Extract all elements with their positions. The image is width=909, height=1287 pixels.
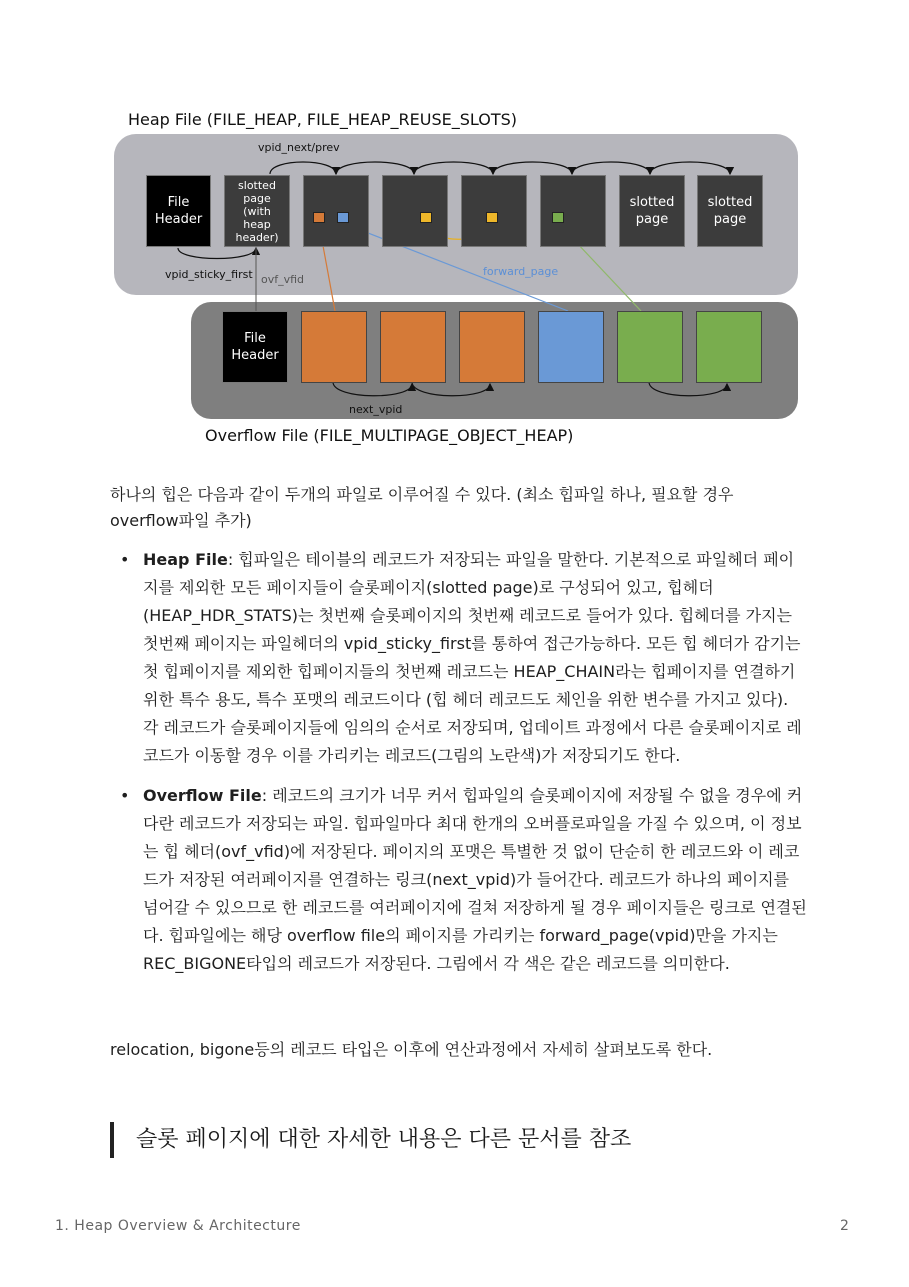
outro-paragraph: relocation, bigone등의 레코드 타입은 이후에 연산과정에서 자세히 살펴보도록 한다. — [110, 1040, 713, 1059]
heap-page-2 — [303, 175, 369, 247]
heap-page-5 — [540, 175, 606, 247]
overflow-file-header: File Header — [222, 311, 288, 383]
label-forward-page: forward_page — [483, 265, 559, 278]
file-type-list — [118, 546, 808, 978]
footer-page-number: 2 — [840, 1218, 849, 1234]
heap-file-title: Heap File (FILE_HEAP, FILE_HEAP_REUSE_SLOTS) — [128, 110, 518, 129]
overflow-page-green-2 — [696, 311, 762, 383]
record-yellow-relocation — [420, 212, 432, 223]
label-next-vpid: next_vpid — [349, 403, 403, 416]
footer-chapter: 1. Heap Overview & Architecture — [55, 1218, 301, 1234]
label-ovf-vfid: ovf_vfid — [261, 273, 305, 286]
record-green-forward — [552, 212, 564, 223]
overflow-page-orange-3 — [459, 311, 525, 383]
list-item-overflow-file — [118, 782, 808, 978]
diagram-canvas — [0, 0, 909, 460]
record-blue-forward — [337, 212, 349, 223]
list-item-heap-file — [118, 546, 808, 770]
heap-page-4 — [461, 175, 527, 247]
section-heading: 슬롯 페이지에 대한 자세한 내용은 다른 문서를 참조 — [110, 1122, 631, 1158]
intro-paragraph: 하나의 힙은 다음과 같이 두개의 파일로 이루어질 수 있다. (최소 힙파일 하나, 필요할 경우 overflow파일 추가) — [110, 485, 734, 530]
first-slotted-page: slotted page (with heap header) — [224, 175, 290, 247]
overflow-file-title: Overflow File (FILE_MULTIPAGE_OBJECT_HEAP) — [205, 426, 574, 445]
heap-page-7: slotted page — [697, 175, 763, 247]
record-orange-forward — [313, 212, 325, 223]
label-vpid-next-prev: vpid_next/prev — [258, 141, 340, 154]
overflow-page-orange-2 — [380, 311, 446, 383]
overflow-page-orange-1 — [301, 311, 367, 383]
overflow-page-green-1 — [617, 311, 683, 383]
heap-page-6: slotted page — [619, 175, 685, 247]
desc-heap-file: : 힙파일은 테이블의 레코드가 저장되는 파일을 말한다. 기본적으로 파일헤더 페이지를 제외한 모든 페이지들이 슬롯페이지(slotted page)로 구성되어 있고, 힙헤더(HEAP_HDR_STATS)는 첫번째 슬롯페이지의 첫번째 레코드로 들어가 있다. 힙헤더를 가지는 첫번째 페이지는 파일헤더의 vpid_sticky_first를 통하여 접근가능하다. 모든 힙 헤더가 감기는 첫 힙페이지를 제외한 힙페이지들의 첫번째 레코드는 HEAP_CHAIN라는 힙페이지를 연결하기 위한 특수 용도, 특수 포맷의 레코드이다 (힙 헤더 레코드도 체인을 위한 변수를 가지고 있다). 각 레코드가 슬롯페이지들에 임의의 순서로 저장되며, 업데이트 과정에서 다른 슬롯페이지로 레코드가 이동할 경우 이를 가리키는 레코드(그림의 노란색)가 저장되기도 한다. — [143, 550, 802, 765]
desc-overflow-file: : 레코드의 크기가 너무 커서 힙파일의 슬롯페이지에 저장될 수 없을 경우에 커다란 레코드가 저장되는 파일. 힙파일마다 최대 한개의 오버플로파일을 가질 수 있으며, 이 정보는 힙 헤더(ovf_vfid)에 저장된다. 페이지의 포맷은 특별한 것 없이 단순히 한 레코드와 이 레코드가 저장된 여러페이지를 연결하는 링크(next_vpid)가 들어간다. 레코드가 하나의 페이지를 넘어갈 수 있으므로 한 레코드를 여러페이지에 걸쳐 저장하게 될 경우 페이지들은 링크로 연결된다. 힙파일에는 해당 overflow file의 페이지를 가리키는 forward_page(vpid)만을 가지는 REC_BIGONE타입의 레코드가 저장된다. 그림에서 각 색은 같은 레코드를 의미한다. — [143, 786, 807, 973]
heap-page-3 — [382, 175, 448, 247]
label-vpid-sticky-first: vpid_sticky_first — [165, 268, 253, 281]
record-yellow-relocated — [486, 212, 498, 223]
term-overflow-file: Overflow File — [143, 786, 262, 805]
heap-structure-diagram — [0, 0, 909, 460]
heap-file-header: File Header — [146, 175, 211, 247]
term-heap-file: Heap File — [143, 550, 228, 569]
overflow-page-blue — [538, 311, 604, 383]
